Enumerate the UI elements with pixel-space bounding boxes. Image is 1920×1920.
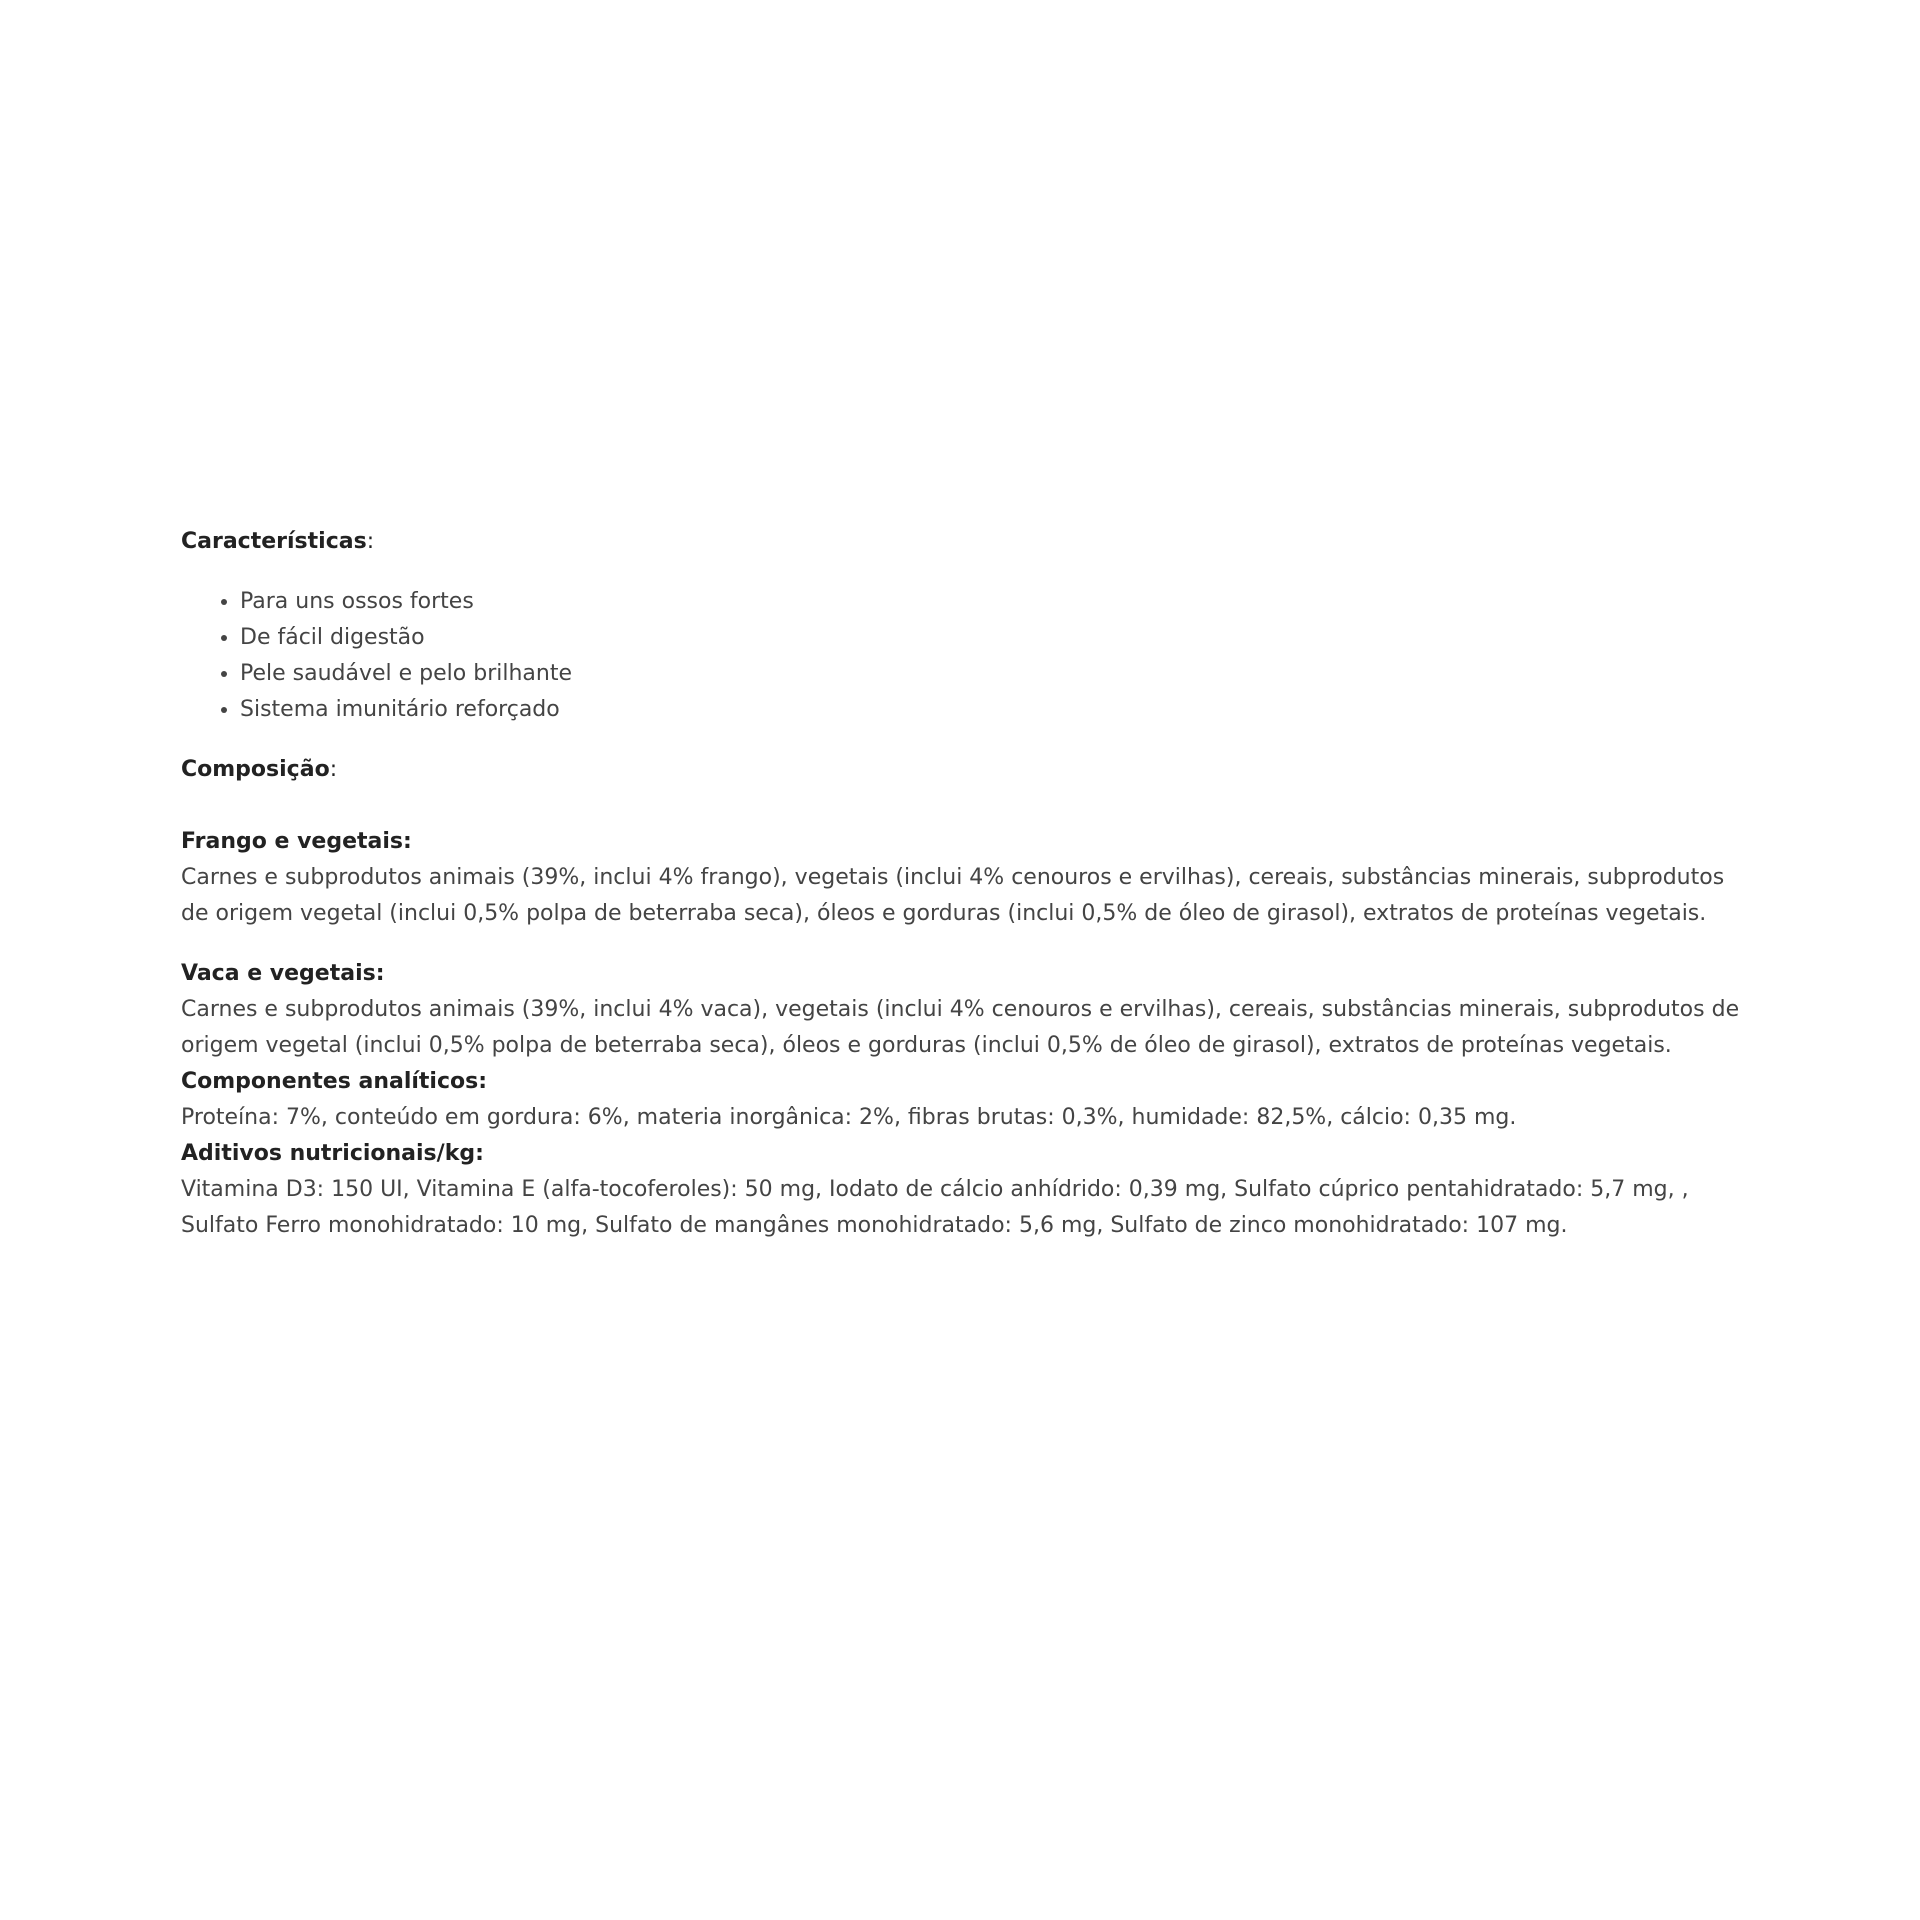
aditivos-heading <box>181 1136 1741 1172</box>
componentes-heading-label: Componentes analíticos: <box>181 1069 488 1094</box>
frango-heading-label: Frango e vegetais: <box>181 829 412 854</box>
vaca-heading <box>181 956 1741 992</box>
composicao-heading <box>181 752 1741 788</box>
product-description <box>181 524 1741 1244</box>
componentes-text: Proteína: 7%, conteúdo em gordura: 6%, materia inorgânica: 2%, fibras brutas: 0,3%, humidade: 82,5%, cálcio: 0,35 mg. <box>181 1105 1517 1130</box>
vaca-text: Carnes e subprodutos animais (39%, inclui 4% vaca), vegetais (inclui 4% cenouros e ervilhas), cereais, substâncias minerais, subprodutos de origem vegetal (inclui 0,5% polpa de beterraba seca), óleos e gorduras (inclui 0,5% de óleo de girasol), extratos de proteínas vegetais. <box>181 997 1740 1058</box>
aditivos-text: Vitamina D3: 150 UI, Vitamina E (alfa-tocoferoles): 50 mg, Iodato de cálcio anhídrido: 0,39 mg, Sulfato cúprico pentahidratado: 5,7 mg, , Sulfato Ferro monohidratado: 10 mg, Sulfato de mangânes monohidratado: 5,6 mg, Sulfato de zinco monohidratado: 107 mg. <box>181 1177 1689 1238</box>
list-item: • Pele saudável e pelo brilhante <box>240 656 1741 692</box>
list-item: • De fácil digestão <box>240 620 1741 656</box>
vaca-heading-label: Vaca e vegetais: <box>181 961 385 986</box>
aditivos-heading-label: Aditivos nutricionais/kg: <box>181 1141 484 1166</box>
list-item: • Sistema imunitário reforçado <box>240 692 1741 728</box>
aditivos-block <box>181 1136 1741 1244</box>
composicao-heading-label: Composição <box>181 757 330 782</box>
frango-text: Carnes e subprodutos animais (39%, inclui 4% frango), vegetais (inclui 4% cenouros e ervilhas), cereais, substâncias minerais, subprodutos de origem vegetal (inclui 0,5% polpa de beterraba seca), óleos e gorduras (inclui 0,5% de óleo de girasol), extratos de proteínas vegetais. <box>181 865 1725 926</box>
caracteristicas-heading-colon: : <box>366 529 375 554</box>
list-item: • Para uns ossos fortes <box>240 584 1741 620</box>
caracteristicas-list <box>181 584 1741 728</box>
caracteristicas-heading <box>181 524 1741 560</box>
caracteristicas-heading-label: Características <box>181 529 367 554</box>
componentes-block <box>181 1064 1741 1136</box>
frango-heading <box>181 824 1741 860</box>
composicao-heading-colon: : <box>329 757 338 782</box>
componentes-heading <box>181 1064 1741 1100</box>
